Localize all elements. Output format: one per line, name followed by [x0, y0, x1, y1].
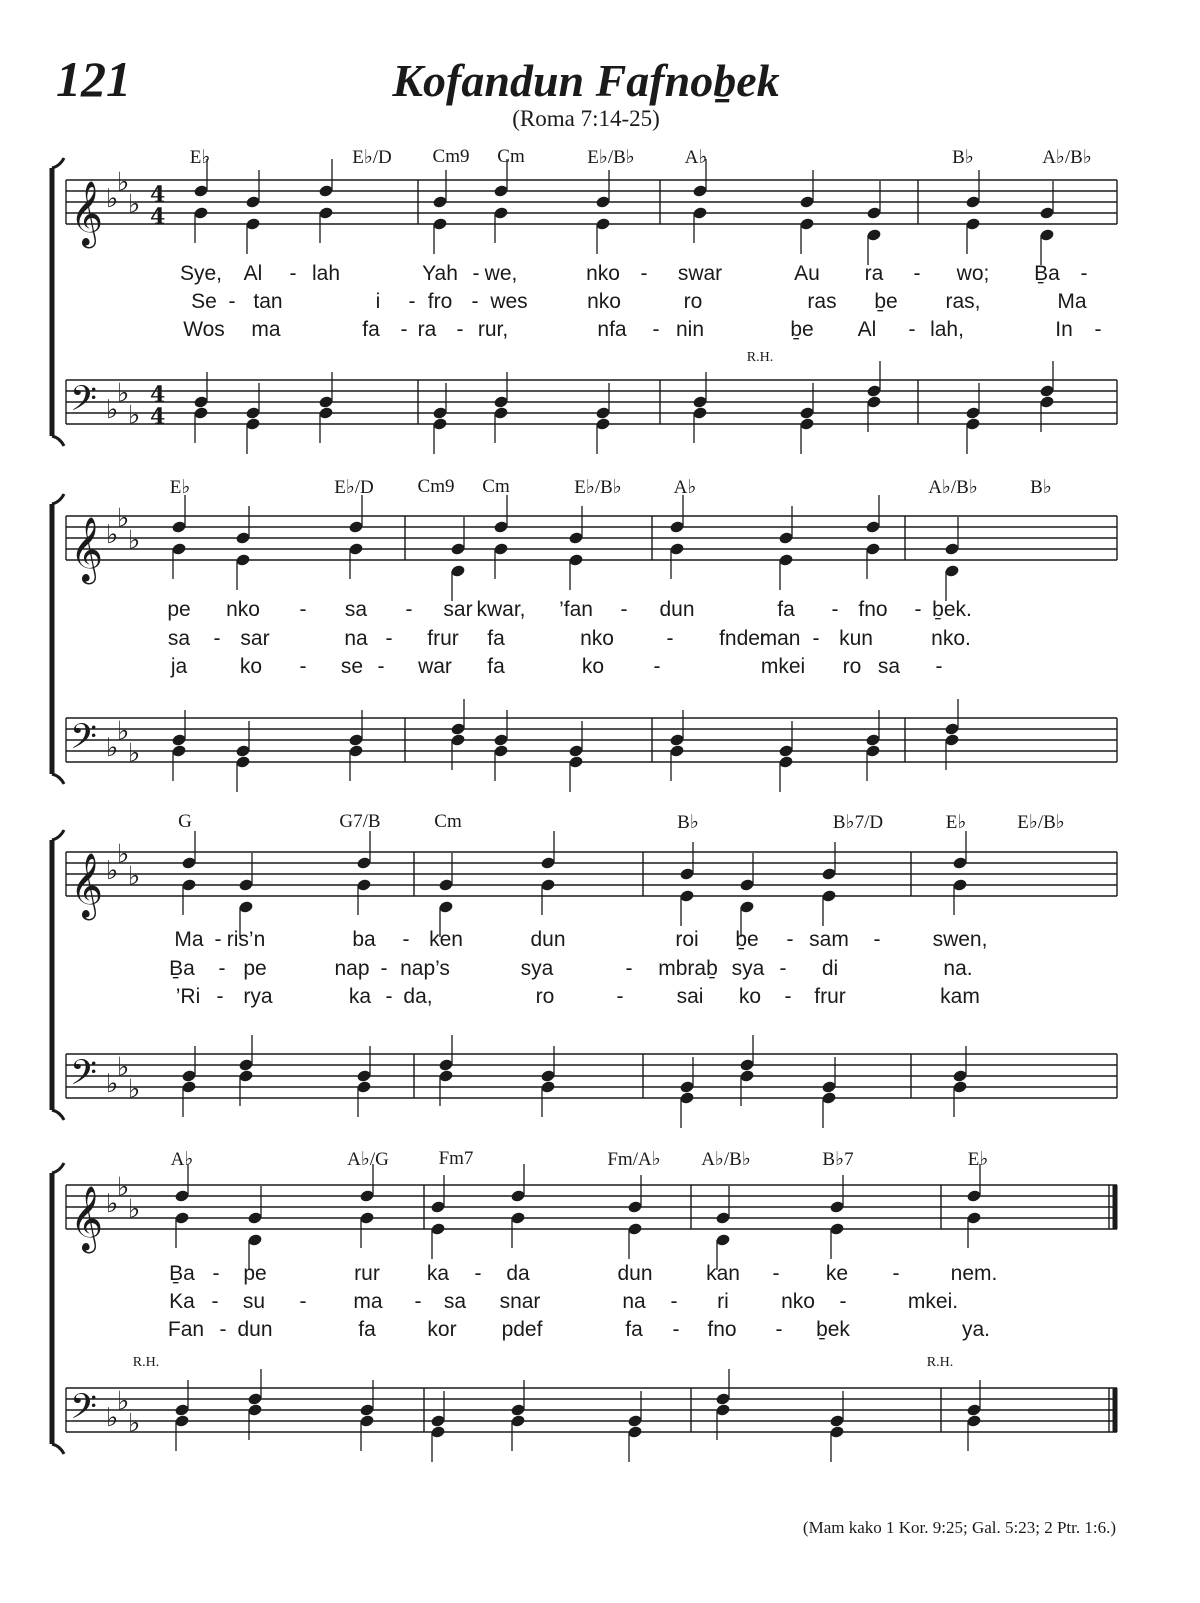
chord-symbol: B♭7 [822, 1149, 854, 1170]
chord-symbol: A♭ [684, 147, 708, 168]
hymn-number: 121 [56, 51, 131, 107]
lyric-syllable: snar [499, 1290, 541, 1313]
lyric-syllable: pe [167, 598, 191, 621]
lyric-syllable: - [908, 318, 916, 341]
lyric-syllable: - [289, 262, 297, 285]
lyric-syllable: ro [683, 290, 703, 313]
time-signature-top: 4 [150, 182, 166, 208]
lyric-syllable: ba [352, 928, 376, 951]
lyric-syllable: da [506, 1262, 530, 1285]
lyric-syllable: Ma [174, 928, 204, 951]
lyric-syllable: frur [814, 985, 846, 1008]
lyric-syllable: ’Ri [175, 985, 201, 1008]
lyric-syllable: - [472, 262, 480, 285]
chord-symbol: B♭7/D [832, 812, 884, 833]
key-signature-flat: ♭ [106, 856, 119, 886]
lyric-syllable: fa [777, 598, 795, 621]
lyric-syllable: Au [794, 262, 820, 285]
chord-symbol: A♭/B♭ [928, 477, 978, 498]
lyric-syllable: su [242, 1290, 266, 1313]
lyric-syllable: dun [237, 1318, 273, 1341]
lyric-syllable: ro [535, 985, 555, 1008]
lyric-syllable: ris’n [226, 928, 266, 951]
lyric-syllable: - [913, 262, 921, 285]
lyric-syllable: ja [170, 655, 188, 678]
key-signature-flat: ♭ [117, 378, 130, 409]
lyric-syllable: - [474, 1262, 482, 1285]
lyric-syllable: - [212, 1262, 220, 1285]
lyric-syllable: - [299, 655, 307, 678]
lyric-syllable: - [892, 1262, 900, 1285]
chord-symbol: Cm9 [432, 146, 470, 167]
system-bracket-hook [52, 830, 64, 840]
lyric-syllable: - [380, 957, 388, 980]
lyric-syllable: - [213, 627, 221, 650]
lyric-syllable: - [625, 957, 633, 980]
chord-symbol: A♭ [673, 477, 697, 498]
lyric-syllable: sya [731, 957, 765, 980]
bass-clef-icon: 𝄢 [70, 378, 98, 427]
lyric-syllable: nfa [597, 318, 627, 341]
lyric-syllable: na [622, 1290, 646, 1313]
lyric-syllable: ra [417, 318, 437, 341]
lyric-syllable: sa [443, 1290, 467, 1313]
lyric-syllable: nko. [931, 627, 971, 650]
lyric-syllable: ras, [945, 290, 981, 313]
lyric-syllable: ’fan [559, 598, 593, 621]
lyric-syllable: Ḇa [169, 1262, 195, 1285]
key-signature-flat: ♭ [117, 1172, 130, 1203]
lyric-syllable: fa [487, 655, 505, 678]
lyric-syllable: - [935, 655, 943, 678]
lyric-syllable: fno [858, 598, 888, 621]
lyric-syllable: nko [586, 262, 620, 285]
lyric-syllable: Yah [422, 262, 458, 285]
lyric-syllable: tan [253, 290, 283, 313]
lyric-syllable: fa [625, 1318, 643, 1341]
lyric-syllable: kwar, [476, 598, 526, 621]
key-signature-flat: ♭ [117, 1386, 130, 1417]
lyric-syllable: nko [580, 627, 614, 650]
lyric-syllable: In [1055, 318, 1073, 341]
key-signature-flat: ♭ [128, 1408, 141, 1439]
lyric-syllable: i [375, 290, 381, 313]
lyric-syllable: - [831, 598, 839, 621]
hymn-title: Kofandun Fafnoḇek [392, 55, 780, 106]
right-hand-marking: R.H. [132, 1355, 160, 1370]
chord-symbol: E♭/B♭ [574, 477, 622, 498]
lyric-syllable: ri [717, 1290, 729, 1313]
treble-clef-icon: 𝄞 [70, 181, 104, 246]
lyric-syllable: - [616, 985, 624, 1008]
key-signature-flat: ♭ [128, 861, 141, 892]
lyric-syllable: rur, [477, 318, 509, 341]
lyric-syllable: - [666, 627, 674, 650]
lyric-syllable: - [216, 985, 224, 1008]
system-bracket-hook [52, 1110, 64, 1120]
lyric-syllable: Sye, [179, 262, 223, 285]
key-signature-flat: ♭ [106, 1189, 119, 1219]
lyric-syllable: fro [427, 290, 453, 313]
key-signature-flat: ♭ [106, 1403, 119, 1433]
treble-clef-icon: 𝄞 [70, 517, 104, 582]
lyric-syllable: sya [520, 957, 554, 980]
lyric-syllable: ra [864, 262, 884, 285]
lyric-syllable: Al [857, 318, 877, 341]
chord-symbol: B♭ [952, 147, 974, 168]
lyric-syllable: ḇek. [932, 598, 972, 621]
lyric-syllable: ka [426, 1262, 450, 1285]
lyric-syllable: kam [940, 985, 980, 1008]
chord-symbol: A♭/G [347, 1149, 389, 1170]
system-bracket-hook [52, 494, 64, 504]
lyric-syllable: ḇe [735, 928, 759, 951]
lyric-syllable: - [228, 290, 236, 313]
time-signature-bottom: 4 [150, 404, 166, 430]
lyric-syllable: fno [707, 1318, 737, 1341]
lyric-syllable: - [1094, 318, 1102, 341]
lyric-syllable: Ḇa [1034, 262, 1060, 285]
chord-symbol: E♭ [189, 147, 211, 168]
lyric-syllable: mbraḇ [658, 957, 718, 980]
lyric-syllable: kor [427, 1318, 457, 1341]
lyric-syllable: - [299, 598, 307, 621]
lyric-syllable: sam [809, 928, 849, 951]
treble-clef-icon: 𝄞 [70, 1186, 104, 1251]
lyric-syllable: dun [659, 598, 695, 621]
chord-symbol: G7/B [339, 811, 381, 832]
lyric-syllable: ḇe [790, 318, 814, 341]
key-signature-flat: ♭ [128, 1194, 141, 1225]
chord-symbol: E♭ [169, 477, 191, 498]
treble-clef-icon: 𝄞 [70, 853, 104, 918]
lyric-syllable: Ma [1057, 290, 1087, 313]
system-bracket-hook [52, 774, 64, 784]
right-hand-marking: R.H. [926, 1355, 954, 1370]
lyric-syllable: - [914, 598, 922, 621]
key-signature-flat: ♭ [128, 525, 141, 556]
chord-symbol: A♭/B♭ [701, 1149, 751, 1170]
lyric-syllable: - [456, 318, 464, 341]
key-signature-flat: ♭ [106, 395, 119, 425]
lyric-syllable: fa [358, 1318, 376, 1341]
key-signature-flat: ♭ [117, 1052, 130, 1083]
lyric-syllable: Ka [169, 1290, 195, 1313]
lyric-syllable: pe [243, 1262, 267, 1285]
key-signature-flat: ♭ [128, 738, 141, 769]
lyric-syllable: - [653, 655, 661, 678]
chord-symbol: Fm/A♭ [607, 1149, 661, 1170]
key-signature-flat: ♭ [128, 1074, 141, 1105]
lyric-syllable: kan [706, 1262, 740, 1285]
bass-clef-icon: 𝄢 [70, 716, 98, 765]
lyric-syllable: mkei. [907, 1290, 959, 1313]
lyric-syllable: rya [243, 985, 273, 1008]
lyric-syllable: sa [877, 655, 901, 678]
lyric-syllable: pe [243, 957, 267, 980]
lyric-syllable: swen, [932, 928, 988, 951]
lyric-syllable: - [405, 598, 413, 621]
lyric-syllable: Se [191, 290, 217, 313]
lyric-syllable: ko [239, 655, 263, 678]
lyric-syllable: ḇek [816, 1318, 850, 1341]
lyric-syllable: war [418, 655, 452, 678]
chord-symbol: Cm [497, 146, 525, 167]
lyric-syllable: - [214, 928, 222, 951]
lyric-syllable: - [620, 598, 628, 621]
lyric-syllable: - [299, 1290, 307, 1313]
key-signature-flat: ♭ [117, 167, 130, 198]
lyric-syllable: ken [429, 928, 463, 951]
lyric-syllable: Fan [167, 1318, 205, 1341]
lyric-syllable: ḇe [874, 290, 898, 313]
lyric-syllable: - [779, 957, 787, 980]
lyric-syllable: - [414, 1290, 422, 1313]
lyric-syllable: na. [943, 957, 973, 980]
key-signature-flat: ♭ [106, 733, 119, 763]
lyric-syllable: - [784, 985, 792, 1008]
lyric-syllable: na [344, 627, 368, 650]
chord-symbol: E♭/B♭ [1017, 812, 1065, 833]
lyric-syllable: nap [334, 957, 370, 980]
lyric-syllable: nem. [950, 1262, 998, 1285]
lyric-syllable: - [812, 627, 820, 650]
lyric-syllable: wo; [956, 262, 990, 285]
lyric-syllable: nko [226, 598, 260, 621]
lyric-syllable: - [385, 627, 393, 650]
lyric-syllable: - [772, 1262, 780, 1285]
chord-symbol: B♭ [1030, 477, 1052, 498]
lyric-syllable: ro [842, 655, 862, 678]
time-signature-bottom: 4 [150, 204, 166, 230]
lyric-syllable: - [402, 928, 410, 951]
lyric-syllable: - [385, 985, 393, 1008]
chord-symbol: E♭ [945, 812, 967, 833]
chord-symbol: B♭ [677, 812, 699, 833]
key-signature-flat: ♭ [117, 839, 130, 870]
lyric-syllable: - [839, 1290, 847, 1313]
lyric-syllable: ma [353, 1290, 383, 1313]
system-bracket-hook [52, 1163, 64, 1173]
chord-symbol: Cm9 [417, 476, 455, 497]
lyric-syllable: nin [675, 318, 705, 341]
lyric-syllable: sar [443, 598, 473, 621]
lyric-syllable: Ḇa [169, 957, 195, 980]
lyric-syllable: sai [676, 985, 704, 1008]
lyric-syllable: - [670, 1290, 678, 1313]
lyric-syllable: dun [617, 1262, 653, 1285]
lyric-syllable: ras [807, 290, 837, 313]
lyric-syllable: sa [167, 627, 191, 650]
lyric-syllable: lah, [930, 318, 964, 341]
chord-symbol: A♭/B♭ [1042, 147, 1092, 168]
lyric-syllable: se [340, 655, 364, 678]
bass-clef-icon: 𝄢 [70, 1052, 98, 1101]
system-bracket-hook [52, 158, 64, 168]
lyric-syllable: Al [243, 262, 263, 285]
lyric-syllable: man [759, 627, 801, 650]
key-signature-flat: ♭ [106, 1069, 119, 1099]
chord-symbol: Fm7 [438, 1148, 474, 1169]
key-signature-flat: ♭ [117, 503, 130, 534]
lyric-syllable: swar [677, 262, 723, 285]
chord-symbol: E♭/B♭ [587, 147, 635, 168]
lyric-syllable: ke [825, 1262, 849, 1285]
lyric-syllable: - [775, 1318, 783, 1341]
chord-symbol: G [178, 811, 192, 832]
system-bracket-hook [52, 1444, 64, 1454]
lyric-syllable: ko [738, 985, 762, 1008]
bass-clef-icon: 𝄢 [70, 1386, 98, 1435]
lyric-syllable: - [786, 928, 794, 951]
lyric-syllable: roi [675, 928, 699, 951]
lyric-syllable: frur [427, 627, 459, 650]
lyric-syllable: - [652, 318, 660, 341]
chord-symbol: E♭ [967, 1149, 989, 1170]
chord-symbol: Cm [482, 476, 510, 497]
lyric-syllable: - [377, 655, 385, 678]
lyric-syllable: wes [490, 290, 528, 313]
lyric-syllable: - [408, 290, 416, 313]
lyric-syllable: - [672, 1318, 680, 1341]
lyric-syllable: - [640, 262, 648, 285]
lyric-syllable: mkei [760, 655, 806, 678]
lyric-syllable: we, [484, 262, 518, 285]
lyric-syllable: - [400, 318, 408, 341]
lyric-syllable: ma [251, 318, 281, 341]
lyric-syllable: nko [781, 1290, 815, 1313]
lyric-syllable: - [211, 1290, 219, 1313]
lyric-syllable: da, [403, 985, 433, 1008]
lyric-syllable: kun [839, 627, 873, 650]
lyric-syllable: - [218, 957, 226, 980]
lyric-syllable: - [219, 1318, 227, 1341]
chord-symbol: E♭/D [334, 477, 374, 498]
chord-symbol: Cm [434, 811, 462, 832]
key-signature-flat: ♭ [128, 400, 141, 431]
lyric-syllable: ya. [961, 1318, 991, 1341]
key-signature-flat: ♭ [117, 716, 130, 747]
lyric-syllable: fa [362, 318, 380, 341]
lyric-syllable: - [471, 290, 479, 313]
chord-symbol: A♭ [170, 1149, 194, 1170]
lyric-syllable: dun [530, 928, 566, 951]
lyric-syllable: rur [354, 1262, 380, 1285]
lyric-syllable: di [821, 957, 839, 980]
lyric-syllable: - [873, 928, 881, 951]
lyric-syllable: sar [240, 627, 270, 650]
right-hand-marking: R.H. [746, 350, 774, 365]
footnote-references: (Mam kako 1 Kor. 9:25; Gal. 5:23; 2 Ptr. 1:6.) [802, 1518, 1116, 1537]
lyric-syllable: Wos [183, 318, 225, 341]
lyric-syllable: ka [348, 985, 372, 1008]
key-signature-flat: ♭ [106, 184, 119, 214]
lyric-syllable: nko [587, 290, 621, 313]
key-signature-flat: ♭ [106, 520, 119, 550]
lyric-syllable: pdef [501, 1318, 543, 1341]
chord-symbol: E♭/D [352, 147, 392, 168]
lyric-syllable: - [1080, 262, 1088, 285]
lyric-syllable: fnder [719, 627, 767, 650]
time-signature-top: 4 [150, 382, 166, 408]
lyric-syllable: nap’s [400, 957, 450, 980]
lyric-syllable: ko [581, 655, 605, 678]
scripture-reference: (Roma 7:14-25) [512, 106, 660, 131]
lyric-syllable: lah [311, 262, 341, 285]
lyric-syllable: fa [487, 627, 505, 650]
system-bracket-hook [52, 436, 64, 446]
lyric-syllable: sa [344, 598, 368, 621]
key-signature-flat: ♭ [128, 189, 141, 220]
